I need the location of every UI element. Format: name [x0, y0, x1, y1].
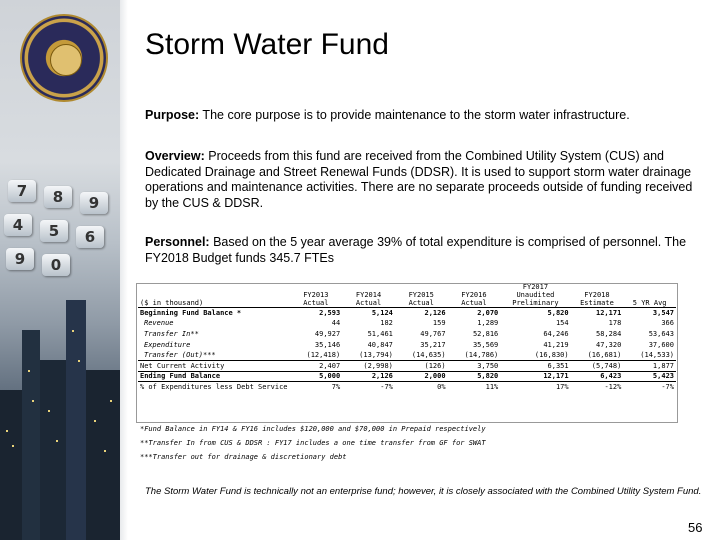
table-cell: -12%	[571, 382, 624, 393]
table-cell: (16,681)	[571, 350, 624, 361]
row-label: % of Expenditures less Debt Service	[140, 383, 288, 392]
table-cell: 1,289	[477, 319, 499, 328]
table-cell: 1,877	[652, 361, 674, 370]
table-cell: 64,246	[543, 329, 569, 338]
skyline-building	[86, 370, 122, 540]
footer-note: The Storm Water Fund is technically not an enterprise fund; however, it is closely associated with the Combined Utility System Fund.	[145, 486, 702, 497]
table-cell: 2,126	[395, 308, 448, 319]
row-label: Revenue	[144, 319, 174, 328]
seal-emblem	[50, 44, 82, 76]
calculator-key-image: 6	[76, 226, 104, 248]
table-cell: 41,219	[543, 340, 569, 349]
calculator-key-image: 4	[4, 214, 32, 236]
table-cell: 17%	[500, 382, 570, 393]
unit-label: ($ in thousand)	[140, 299, 204, 307]
table-cell: 6,351	[547, 361, 569, 370]
skyline-building	[0, 390, 22, 540]
row-label: Ending Fund Balance	[138, 371, 290, 382]
table-cell: 53,643	[648, 329, 674, 338]
table-cell: 49,927	[314, 329, 341, 338]
table-cell: 40,847	[367, 340, 393, 349]
purpose-paragraph	[145, 108, 705, 124]
column-header: FY2018 Estimate	[580, 291, 614, 307]
table-footnote: **Transfer In from CUS & DDSR : FY17 includes a one time transfer from GF for SWAT	[140, 439, 486, 447]
table-cell: 7%	[290, 382, 343, 393]
column-header: FY2016 Actual	[461, 291, 487, 307]
table-cell: 5,423	[623, 371, 676, 382]
table-cell: -7%	[623, 382, 676, 393]
table-cell: 5,820	[500, 308, 570, 319]
table-row	[138, 382, 676, 393]
table-cell: 47,320	[596, 340, 622, 349]
table-row	[138, 308, 676, 319]
column-header: 5 YR Avg	[632, 299, 667, 307]
table-row	[138, 318, 676, 329]
row-label: Net Current Activity	[140, 361, 225, 370]
table-cell: 3,547	[623, 308, 676, 319]
table-cell: 182	[380, 319, 393, 328]
calculator-key-image: 0	[42, 254, 70, 276]
personnel-label: Personnel:	[145, 235, 210, 249]
calculator-key-image: 8	[44, 186, 72, 208]
skyline-building	[66, 300, 86, 540]
purpose-text: The core purpose is to provide maintenance to the storm water infrastructure.	[199, 108, 630, 122]
calculator-key-image: 9	[80, 192, 108, 214]
row-label: Expenditure	[144, 340, 191, 349]
column-header: FY2013 Actual	[303, 291, 329, 307]
table-cell: 35,217	[420, 340, 446, 349]
page-number: 56	[688, 520, 703, 535]
table-cell: 2,126	[342, 371, 395, 382]
table-cell: 44	[331, 319, 341, 328]
table-cell: 12,171	[571, 308, 624, 319]
skyline-building	[40, 360, 66, 540]
table-cell: 58,284	[596, 329, 622, 338]
table-cell: 6,423	[571, 371, 624, 382]
table-cell: 5,124	[342, 308, 395, 319]
personnel-paragraph	[145, 235, 705, 266]
table-row	[138, 339, 676, 350]
table-cell: (126)	[424, 361, 446, 370]
table-cell: 49,767	[420, 329, 446, 338]
table-row	[138, 329, 676, 340]
table-cell: 35,569	[472, 340, 499, 349]
column-header: FY2017 Unaudited Preliminary	[512, 283, 559, 307]
table-cell: (12,418)	[290, 350, 343, 361]
overview-label: Overview:	[145, 149, 205, 163]
table-cell: 2,070	[448, 308, 501, 319]
table-cell: 5,000	[290, 371, 343, 382]
page-title: Storm Water Fund	[145, 28, 389, 61]
table-cell: 2,593	[290, 308, 343, 319]
table-cell: 52,816	[472, 329, 499, 338]
overview-paragraph	[145, 149, 705, 211]
table-row	[138, 371, 676, 382]
table-row	[138, 350, 676, 361]
table-cell: 11%	[448, 382, 501, 393]
column-header: FY2015 Actual	[408, 291, 434, 307]
table-cell: -7%	[342, 382, 395, 393]
overview-text: Proceeds from this fund are received from the Combined Utility System (CUS) and Dedicated Drainage and Street Renewal Funds (DDSR). It is used to support storm water drainage operations and maintenance activities. There are no separate proceeds outside of funding received by the CUS & DDSR.	[145, 149, 693, 210]
strip-divider	[120, 0, 128, 540]
table-cell: 2,407	[319, 361, 341, 370]
table-cell: (14,635)	[395, 350, 448, 361]
table-row	[138, 360, 676, 371]
table-cell: 51,461	[367, 329, 393, 338]
row-label: Beginning Fund Balance *	[138, 308, 290, 319]
calculator-key-image: 7	[8, 180, 36, 202]
table-cell: (13,794)	[342, 350, 395, 361]
city-seal-logo	[20, 14, 108, 102]
table-cell: 5,820	[448, 371, 501, 382]
column-header: FY2014 Actual	[355, 291, 382, 307]
decorative-side-image	[0, 0, 128, 540]
calculator-key-image: 9	[6, 248, 34, 270]
table-cell: (14,533)	[623, 350, 676, 361]
table-cell: 37,600	[648, 340, 674, 349]
purpose-label: Purpose:	[145, 108, 200, 122]
table-header-row	[138, 283, 676, 308]
table-cell: 35,146	[314, 340, 341, 349]
row-label: Transfer In**	[144, 329, 199, 338]
table-cell: 2,000	[395, 371, 448, 382]
skyline-building	[22, 330, 40, 540]
table-cell: 3,750	[477, 361, 499, 370]
table-cell: 12,171	[500, 371, 570, 382]
table-cell: 159	[432, 319, 446, 328]
calculator-key-image: 5	[40, 220, 68, 242]
personnel-text: Based on the 5 year average 39% of total expenditure is comprised of personnel. The FY2018 Budget funds 345.7 FTEs	[145, 235, 687, 265]
table-cell: 178	[608, 319, 622, 328]
table-footnote: *Fund Balance in FY14 & FY16 includes $120,000 and $70,000 in Prepaid respectively	[140, 425, 486, 433]
fund-summary-table	[138, 283, 676, 392]
table-cell: (2,998)	[363, 361, 393, 370]
row-label: Transfer (Out)***	[138, 350, 290, 361]
table-cell: 366	[661, 319, 674, 328]
table-footnote: ***Transfer out for drainage & discretionary debt	[140, 453, 347, 461]
table-cell: (14,786)	[448, 350, 501, 361]
table-cell: 0%	[395, 382, 448, 393]
table-cell: 154	[555, 319, 569, 328]
table-cell: (5,748)	[591, 361, 622, 370]
table-cell: (16,830)	[500, 350, 570, 361]
